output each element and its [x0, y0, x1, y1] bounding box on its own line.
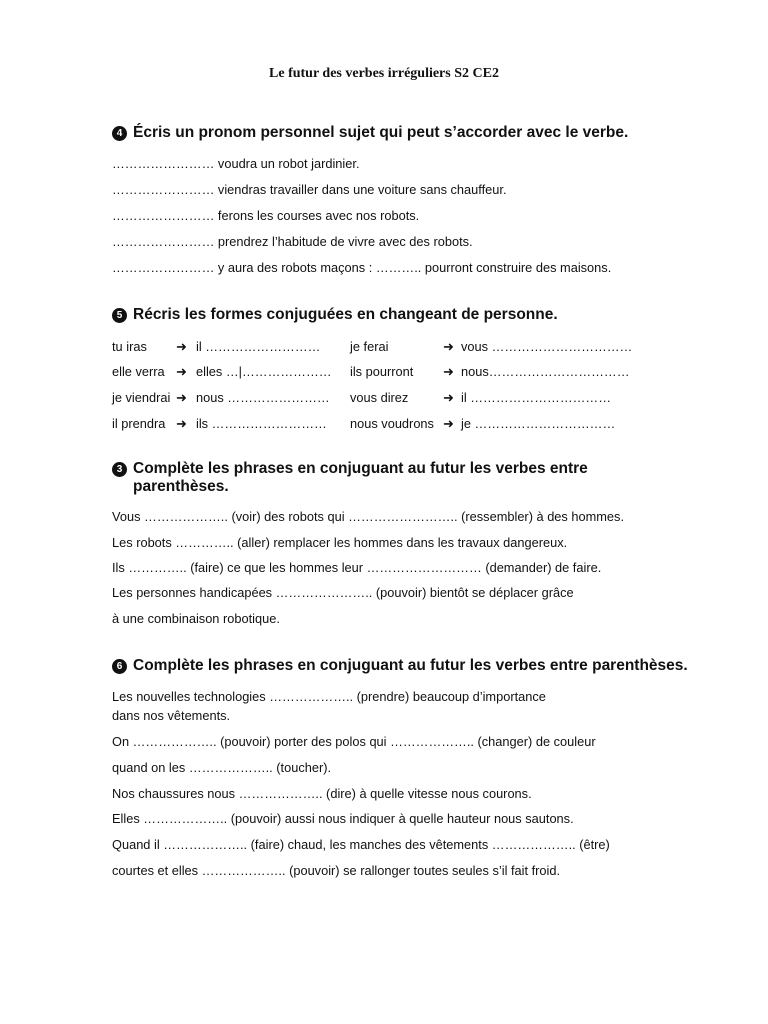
exercise-6-line: On ……………….. (pouvoir) porter des polos qui ……………….. (changer) de couleur	[112, 734, 596, 749]
exercise-3-line: à une combinaison robotique.	[112, 611, 280, 626]
verb-form: tu iras	[112, 339, 147, 354]
verb-form: je ferai	[350, 339, 389, 354]
exercise-6-line: Les nouvelles technologies ……………….. (prendre) beaucoup d’importance	[112, 689, 546, 704]
exercise-4-instruction: Écris un pronom personnel sujet qui peut s’accorder avec le verbe.	[133, 124, 629, 141]
exercise-number-badge: 5	[112, 308, 127, 323]
answer-blank: il ……………………………	[461, 390, 612, 405]
verb-form: ils pourront	[350, 364, 414, 379]
exercise-3-title	[112, 460, 588, 496]
exercise-3-line: Ils ………….. (faire) ce que les hommes leur ……………………… (demander) de faire.	[112, 560, 602, 575]
page-title: Le futur des verbes irréguliers S2 CE2	[269, 66, 499, 81]
arrow-right-icon: ➜	[176, 416, 187, 431]
verb-form: elle verra	[112, 364, 165, 379]
exercise-5-title	[112, 306, 558, 324]
exercise-6-line: Elles ……………….. (pouvoir) aussi nous indiquer à quelle hauteur nous sautons.	[112, 811, 574, 826]
exercise-6-title	[112, 657, 688, 675]
exercise-number-badge: 4	[112, 126, 127, 141]
answer-blank: nous ……………………	[196, 390, 330, 405]
exercise-4-title	[112, 124, 628, 142]
exercise-6-line: dans nos vêtements.	[112, 708, 231, 723]
answer-blank: il ………………………	[196, 339, 321, 354]
arrow-right-icon: ➜	[443, 364, 454, 379]
exercise-3-line: Les personnes handicapées ………………….. (pouvoir) bientôt se déplacer grâce	[112, 585, 574, 600]
arrow-right-icon: ➜	[176, 364, 187, 379]
verb-form: vous direz	[350, 390, 409, 405]
arrow-right-icon: ➜	[443, 390, 454, 405]
exercise-6-line: Nos chaussures nous ……………….. (dire) à quelle vitesse nous courons.	[112, 786, 532, 801]
exercise-6-instruction: Complète les phrases en conjuguant au futur les verbes entre parenthèses.	[133, 657, 688, 674]
verb-form: nous voudrons	[350, 416, 434, 431]
arrow-right-icon: ➜	[443, 339, 454, 354]
exercise-3-instruction-cont: parenthèses.	[133, 478, 229, 495]
exercise-4-line: …………………… viendras travailler dans une voiture sans chauffeur.	[112, 182, 507, 197]
answer-blank: nous……………………………	[461, 364, 630, 379]
exercise-6-line: Quand il ……………….. (faire) chaud, les manches des vêtements ……………….. (être)	[112, 837, 610, 852]
arrow-right-icon: ➜	[176, 339, 187, 354]
arrow-right-icon: ➜	[443, 416, 454, 431]
exercise-number-badge: 3	[112, 462, 127, 477]
exercise-4-line: …………………… y aura des robots maçons : ……….. pourront construire des maisons.	[112, 260, 612, 275]
exercise-3-instruction: Complète les phrases en conjuguant au futur les verbes entre	[133, 460, 588, 477]
exercise-4-line: …………………… voudra un robot jardinier.	[112, 156, 360, 171]
verb-form: il prendra	[112, 416, 166, 431]
verb-form: je viendrai	[112, 390, 171, 405]
answer-blank: je ……………………………	[461, 416, 616, 431]
exercise-3-line: Les robots ………….. (aller) remplacer les hommes dans les travaux dangereux.	[112, 535, 568, 550]
exercise-6-line: quand on les ……………….. (toucher).	[112, 760, 332, 775]
exercise-5-instruction: Récris les formes conjuguées en changeant de personne.	[133, 306, 558, 323]
arrow-right-icon: ➜	[176, 390, 187, 405]
exercise-4-line: …………………… prendrez l’habitude de vivre avec des robots.	[112, 234, 473, 249]
exercise-4-line: …………………… ferons les courses avec nos robots.	[112, 208, 420, 223]
answer-blank: elles …|…………………	[196, 364, 332, 379]
answer-blank: ils ………………………	[196, 416, 327, 431]
exercise-number-badge: 6	[112, 659, 127, 674]
exercise-3-line: Vous ……………….. (voir) des robots qui …………………….. (ressembler) à des hommes.	[112, 509, 625, 524]
exercise-6-line: courtes et elles ……………….. (pouvoir) se rallonger toutes seules s’il fait froid.	[112, 863, 561, 878]
answer-blank: vous ……………………………	[461, 339, 633, 354]
